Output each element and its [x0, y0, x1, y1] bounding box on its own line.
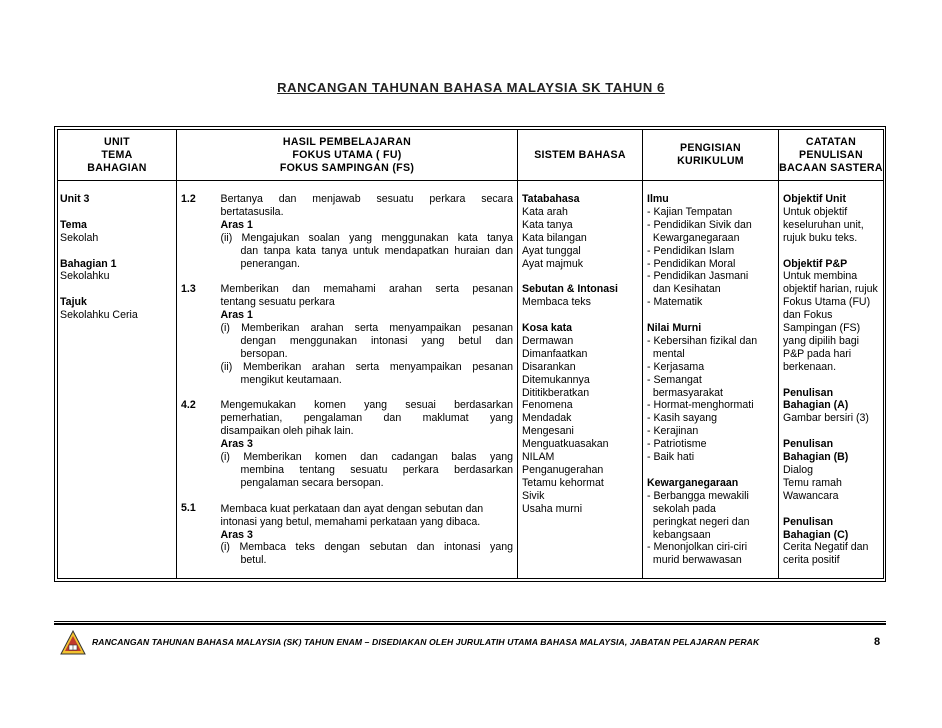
sistem-item: Ayat majmuk [522, 257, 584, 270]
content-row [58, 181, 884, 579]
header-catatan [779, 130, 884, 181]
header-sistem: SISTEM BAHASA [518, 130, 643, 181]
footer-rule [54, 621, 886, 625]
document-title: RANCANGAN TAHUNAN BAHASA MALAYSIA SK TAHUN 6 [277, 80, 665, 95]
nilai-murni-label: Nilai Murni [647, 322, 702, 335]
catatan-item: cerita positif [783, 554, 840, 567]
outcome-line: mengikut keutamaan. [240, 373, 342, 386]
catatan-item: Cerita Negatif dan [783, 541, 869, 554]
header-pengisian-line: PENGISIAN [680, 142, 741, 154]
kwn-item: sekolah pada [647, 502, 716, 515]
objektif-unit-label: Objektif Unit [783, 193, 846, 205]
catatan-item: Sampingan (FS) [783, 322, 861, 335]
tatabahasa-label: Tatabahasa [522, 193, 580, 205]
penulisan-b-label: Bahagian (B) [783, 451, 849, 464]
outcome-line: bertatasusila. [220, 205, 284, 218]
bahagian-value: Sekolahku [60, 270, 110, 283]
nilai-item: - Kasih sayang [647, 412, 718, 425]
outcome-line: (ii) Mengajukan soalan yang menggunakan kata tanya [220, 231, 513, 244]
catatan-item: Untuk membina [783, 270, 858, 283]
tema-label: Tema [60, 218, 87, 231]
kosa-kata-item: Dimanfaatkan [522, 347, 588, 360]
header-catatan-line: CATATAN [805, 135, 857, 148]
kosa-kata-item: NILAM [522, 451, 555, 464]
outcome-text-cell [217, 181, 518, 579]
outcome-line: Bertanya dan menjawab sesuatu perkara secara [220, 193, 513, 205]
outcome-line: dengan menggunakan intonasi yang betul dan [240, 334, 513, 347]
nilai-item: - Kerajinan [647, 425, 699, 438]
kwn-item: murid berwawasan [647, 554, 742, 567]
outcome-line: betul. [240, 554, 267, 567]
nilai-item: - Patriotisme [647, 438, 707, 451]
outcome-number: 1.3 [181, 283, 196, 296]
ilmu-item: - Kajian Tempatan [647, 205, 733, 218]
kosa-kata-item: Mendadak [522, 412, 572, 425]
sistem-item: Kata bilangan [522, 231, 587, 244]
catatan-item: Gambar bersiri (3) [783, 412, 869, 425]
outcome-line: Mengemukakan komen yang sesuai berdasarkan [220, 399, 513, 412]
header-fs-line: FOKUS SAMPINGAN (FS) [279, 161, 415, 174]
nilai-item: - Baik hati [647, 451, 695, 464]
catatan-item: keseluruhan unit, [783, 218, 864, 231]
outcome-line: (i) Membaca teks dengan sebutan dan intonasi yang [220, 541, 513, 554]
kosa-kata-item: Ditemukannya [522, 373, 590, 386]
tema-value: Sekolah [60, 231, 99, 244]
kwn-item: kebangsaan [647, 528, 711, 541]
catatan-item: objektif harian, rujuk [783, 283, 878, 296]
ilmu-label: Ilmu [647, 193, 669, 205]
lesson-plan-table [57, 129, 884, 579]
aras-label: Aras 3 [220, 438, 253, 451]
kosa-kata-item: Tetamu kehormat [522, 476, 604, 489]
outcome-number-cell [177, 181, 217, 579]
kewarganegaraan-label: Kewarganegaraan [647, 476, 739, 489]
outcome-line: Memberikan dan memahami arahan serta pesanan [220, 283, 513, 296]
kosa-kata-item: Sivik [522, 489, 545, 502]
catatan-item: P&P pada hari [783, 347, 852, 360]
sistem-item: Ayat tunggal [522, 244, 581, 257]
outcome-line: pemerhatian, pengalaman dan maklumat yang [220, 412, 513, 425]
outcome-line: disampaikan oleh pihak lain. [220, 425, 354, 438]
outcome-line: intonasi yang betul, memahami perkataan yang dibaca. [220, 515, 481, 528]
outcome-line: pengalaman secara bersopan. [240, 476, 384, 489]
catatan-item: yang dipilih bagi [783, 334, 859, 347]
tajuk-value: Sekolahku Ceria [60, 309, 138, 322]
sistem-item: Kata arah [522, 205, 568, 218]
penulisan-c-label: Penulisan [783, 515, 834, 528]
nilai-item: - Semangat [647, 373, 702, 386]
sistem-bahasa-cell [518, 181, 643, 579]
kosa-kata-item: Dititikberatkan [522, 386, 590, 399]
sebutan-label: Sebutan & Intonasi [522, 283, 618, 296]
catatan-item: Untuk objektif [783, 205, 848, 218]
objektif-pp-label: Objektif P&P [783, 257, 848, 270]
penulisan-c-label: Bahagian (C) [783, 528, 849, 541]
pengisian-kurikulum-cell [643, 181, 779, 579]
outcome-number: 5.1 [181, 502, 196, 515]
outcome-line: (ii) Memberikan arahan serta menyampaikan pesanan [220, 360, 513, 373]
page-number: 8 [874, 636, 881, 648]
aras-label: Aras 3 [220, 528, 253, 541]
ilmu-item: - Matematik [647, 296, 703, 309]
kosa-kata-item: Disarankan [522, 360, 576, 373]
kosa-kata-label: Kosa kata [522, 322, 573, 335]
sistem-item: Kata tanya [522, 218, 573, 231]
outcome-line: bersopan. [240, 347, 288, 360]
header-row [58, 130, 884, 181]
aras-label: Aras 1 [220, 309, 253, 322]
nilai-item: - Kebersihan fizikal dan [647, 334, 758, 347]
unit-cell [58, 181, 177, 579]
nilai-item: - Hormat-menghormati [647, 399, 754, 412]
outcome-line: tentang sesuatu perkara [220, 296, 335, 309]
sistem-item: Membaca teks [522, 296, 591, 309]
kosa-kata-item: Penganugerahan [522, 464, 604, 476]
catatan-item: dan Fokus [783, 309, 833, 322]
ilmu-item: Kewarganegaraan [647, 231, 740, 244]
unit-number: Unit 3 [60, 193, 90, 205]
catatan-item: Dialog [783, 463, 814, 476]
header-hasil [177, 130, 518, 181]
kwn-item: - Berbangga mewakili [647, 489, 749, 502]
ilmu-item: dan Kesihatan [647, 283, 721, 296]
tajuk-label: Tajuk [60, 296, 87, 309]
outcome-number: 1.2 [181, 193, 196, 205]
penulisan-a-label: Penulisan [783, 386, 834, 399]
ilmu-item: - Pendidikan Jasmani [647, 270, 749, 283]
footer-text: RANCANGAN TAHUNAN BAHASA MALAYSIA (SK) TAHUN ENAM – DISEDIAKAN OLEH JURULATIH UTAMA BAHASA MALAYSIA, JABATAN PELAJARAN PERAK [92, 637, 760, 647]
ilmu-item: - Pendidikan Sivik dan [647, 218, 752, 231]
outcome-line: dan tanpa kata tanya untuk mendapatkan huraian dan [240, 244, 513, 257]
catatan-item: Fokus Utama (FU) [783, 296, 871, 309]
header-tema-line: TEMA [101, 148, 133, 161]
catatan-item: berkenaan. [783, 360, 837, 373]
kosa-kata-item: Fenomena [522, 399, 573, 412]
header-fu-line: FOKUS UTAMA ( FU) [292, 148, 402, 161]
penulisan-a-label: Bahagian (A) [783, 399, 849, 412]
header-pengisian [643, 130, 779, 181]
outcome-line: Membaca kuat perkataan dan ayat dengan sebutan dan [220, 502, 484, 515]
header-unit-line: UNIT [104, 135, 130, 148]
outcome-line: membina tentang sesuatu perkara berdasarkan [240, 464, 513, 476]
nilai-item: - Kerjasama [647, 360, 705, 373]
bahagian-label: Bahagian 1 [60, 257, 117, 270]
penulisan-b-label: Penulisan [783, 438, 834, 451]
outcome-line: (i) Memberikan komen dan cadangan balas yang [220, 451, 513, 464]
kwn-item: peringkat negeri dan [647, 515, 750, 528]
catatan-item: Wawancara [783, 489, 839, 502]
catatan-cell [779, 181, 884, 579]
header-bacaan-line: BACAAN SASTERA [779, 161, 883, 174]
nilai-item: mental [647, 347, 685, 360]
ilmu-item: - Pendidikan Islam [647, 244, 735, 257]
ilmu-item: - Pendidikan Moral [647, 257, 736, 270]
header-bahagian-line: BAHAGIAN [87, 161, 147, 174]
kosa-kata-item: Mengesani [522, 425, 574, 438]
kosa-kata-item: Dermawan [522, 334, 574, 347]
aras-label: Aras 1 [220, 218, 253, 231]
header-penulisan-line: PENULISAN [799, 148, 863, 161]
outcome-number: 4.2 [181, 399, 196, 412]
nilai-item: bermasyarakat [647, 386, 723, 399]
kwn-item: - Menonjolkan ciri-ciri [647, 541, 748, 554]
header-kurikulum-line: KURIKULUM [677, 155, 744, 167]
jabatan-pelajaran-emblem-icon [60, 630, 86, 656]
catatan-item: Temu ramah [783, 476, 842, 489]
kosa-kata-item: Menguatkuasakan [522, 438, 609, 451]
outcome-line: penerangan. [240, 257, 300, 270]
outcome-line: (i) Memberikan arahan serta menyampaikan pesanan [220, 322, 513, 335]
header-unit [58, 130, 177, 181]
catatan-item: rujuk buku teks. [783, 231, 858, 244]
kosa-kata-item: Usaha murni [522, 502, 583, 515]
header-hasil-line: HASIL PEMBELAJARAN [282, 135, 412, 148]
